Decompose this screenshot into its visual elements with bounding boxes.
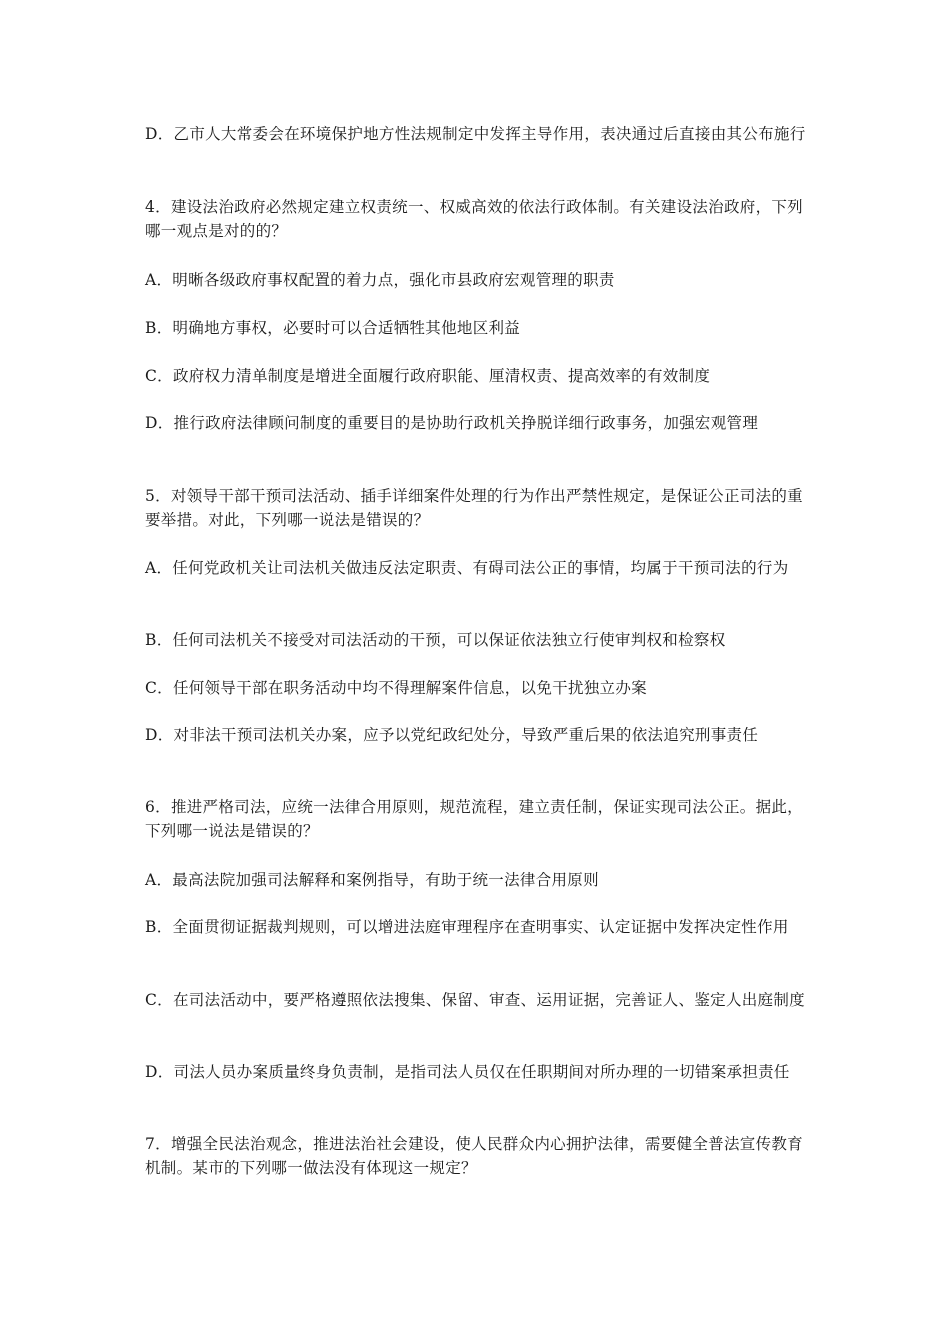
option-c-q4: C．政府权力清单制度是增进全面履行政府职能、厘清权责、提高效率的有效制度: [145, 367, 711, 385]
question-5: 5．对领导干部干预司法活动、插手详细案件处理的行为作出严禁性规定，是保证公正司法的重要举措。对此，下列哪一说法是错误的？: [145, 487, 803, 529]
option-b-q6: B．全面贯彻证据裁判规则，可以增进法庭审理程序在查明事实、认定证据中发挥决定性作用: [145, 918, 789, 936]
option-a-q5: A．任何党政机关让司法机关做违反法定职责、有碍司法公正的事情，均属于干预司法的行为: [145, 559, 789, 577]
option-b-q5: B．任何司法机关不接受对司法活动的干预，可以保证依法独立行使审判权和检察权: [145, 631, 726, 649]
option-a-q4: A．明晰各级政府事权配置的着力点，强化市县政府宏观管理的职责: [145, 271, 615, 289]
option-c-q6: C．在司法活动中，要严格遵照依法搜集、保留、审查、运用证据，完善证人、鉴定人出庭制度: [145, 991, 805, 1009]
option-d-q3: D．乙市人大常委会在环境保护地方性法规制定中发挥主导作用，表决通过后直接由其公布施行: [145, 125, 806, 143]
option-d-q4: D．推行政府法律顾问制度的重要目的是协助行政机关挣脱详细行政事务，加强宏观管理: [145, 414, 759, 432]
option-a-q6: A．最高法院加强司法解释和案例指导，有助于统一法律合用原则: [145, 871, 599, 889]
question-6: 6．推进严格司法，应统一法律合用原则，规范流程，建立责任制，保证实现司法公正。据此，下列哪一说法是错误的？: [145, 798, 803, 840]
question-4: 4．建设法治政府必然规定建立权责统一、权威高效的依法行政体制。有关建设法治政府，下列哪一观点是对的的？: [145, 198, 803, 240]
question-7: 7．增强全民法治观念，推进法治社会建设，使人民群众内心拥护法律，需要健全普法宣传教育机制。某市的下列哪一做法没有体现这一规定？: [145, 1135, 803, 1177]
option-b-q4: B．明确地方事权，必要时可以合适牺牲其他地区利益: [145, 319, 521, 337]
option-c-q5: C．任何领导干部在职务活动中均不得理解案件信息，以免干扰独立办案: [145, 679, 647, 697]
option-d-q6: D．司法人员办案质量终身负责制，是指司法人员仅在任职期间对所办理的一切错案承担责任: [145, 1063, 790, 1081]
option-d-q5: D．对非法干预司法机关办案，应予以党纪政纪处分，导致严重后果的依法追究刑事责任: [145, 726, 759, 744]
